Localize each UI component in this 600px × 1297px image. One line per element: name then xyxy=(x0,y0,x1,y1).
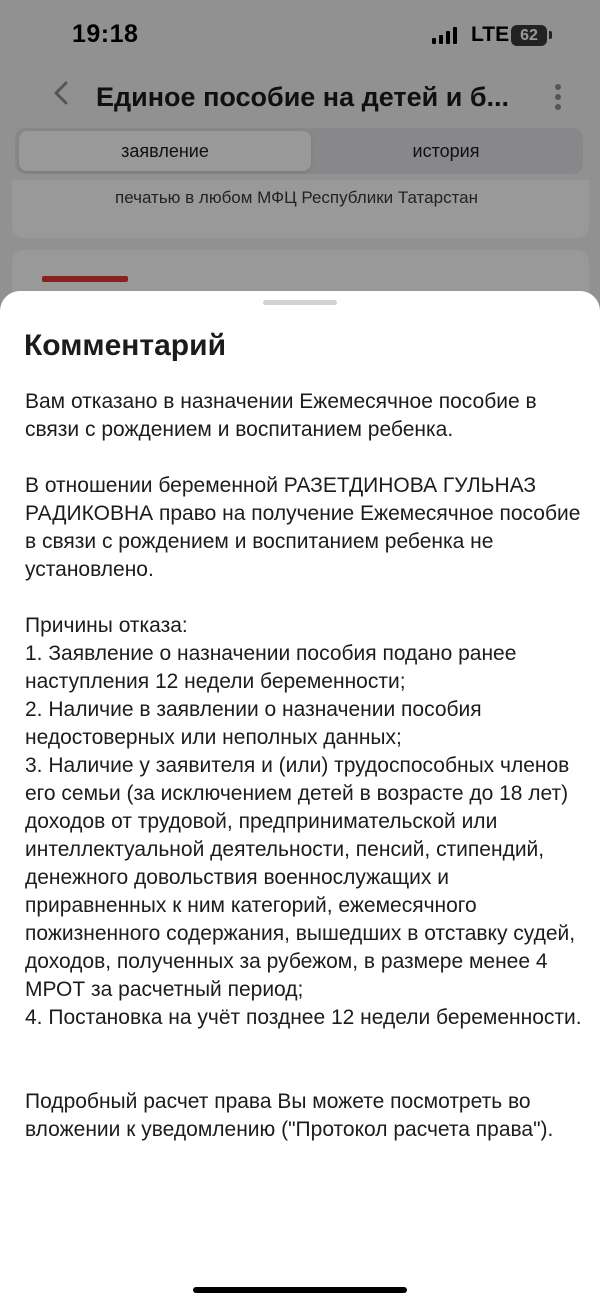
page-title: Единое пособие на детей и б... xyxy=(96,82,510,112)
battery-icon: 62 xyxy=(511,25,547,46)
network-type: LTE xyxy=(471,23,510,46)
sheet-title: Комментарий xyxy=(24,329,227,362)
tab-application[interactable]: заявление xyxy=(19,131,311,171)
tab-history[interactable]: история xyxy=(412,141,480,161)
info-card-text: печатью в любом МФЦ Республики Татарстан xyxy=(115,188,479,207)
home-indicator[interactable] xyxy=(193,1287,407,1293)
status-time: 19:18 xyxy=(72,20,139,48)
comment-bottom-sheet xyxy=(0,291,600,1297)
sheet-grabber[interactable] xyxy=(263,300,337,305)
comment-text: Вам отказано в назначении Ежемесячное пособие в связи с рождением и воспитанием ребенка. В отношении беременной РАЗЕТДИНОВА ГУЛЬНАЗ РАДИКОВНА право на получение Ежемесячное пособие в связи с рождением и воспитанием ребенка не установлено. Причины отказа: 1. Заявление о назначении пособия подано ранее наступления 12 недели беременности; 2. Наличие в заявлении о назначении пособия недостоверных или неполных данных; 3. Наличие у заявителя и (или) трудоспособных членов его семьи (за исключением детей в возрасте до 18 лет) доходов от трудовой, предпринимательской или интеллектуальной деятельности, пенсий, стипендий, денежного довольствия военнослужащих и приравненных к ним категорий, ежемесячного пожизненного содержания, вышедших в отставку судей, доходов, полученных за рубежом, в размере менее 4 МРОТ за расчетный период; 4. Постановка на учёт позднее 12 недели беременности. Подробный расчет права Вы можете посмотреть во вложении к уведомлению ("Протокол расчета права"). xyxy=(25,390,582,1141)
